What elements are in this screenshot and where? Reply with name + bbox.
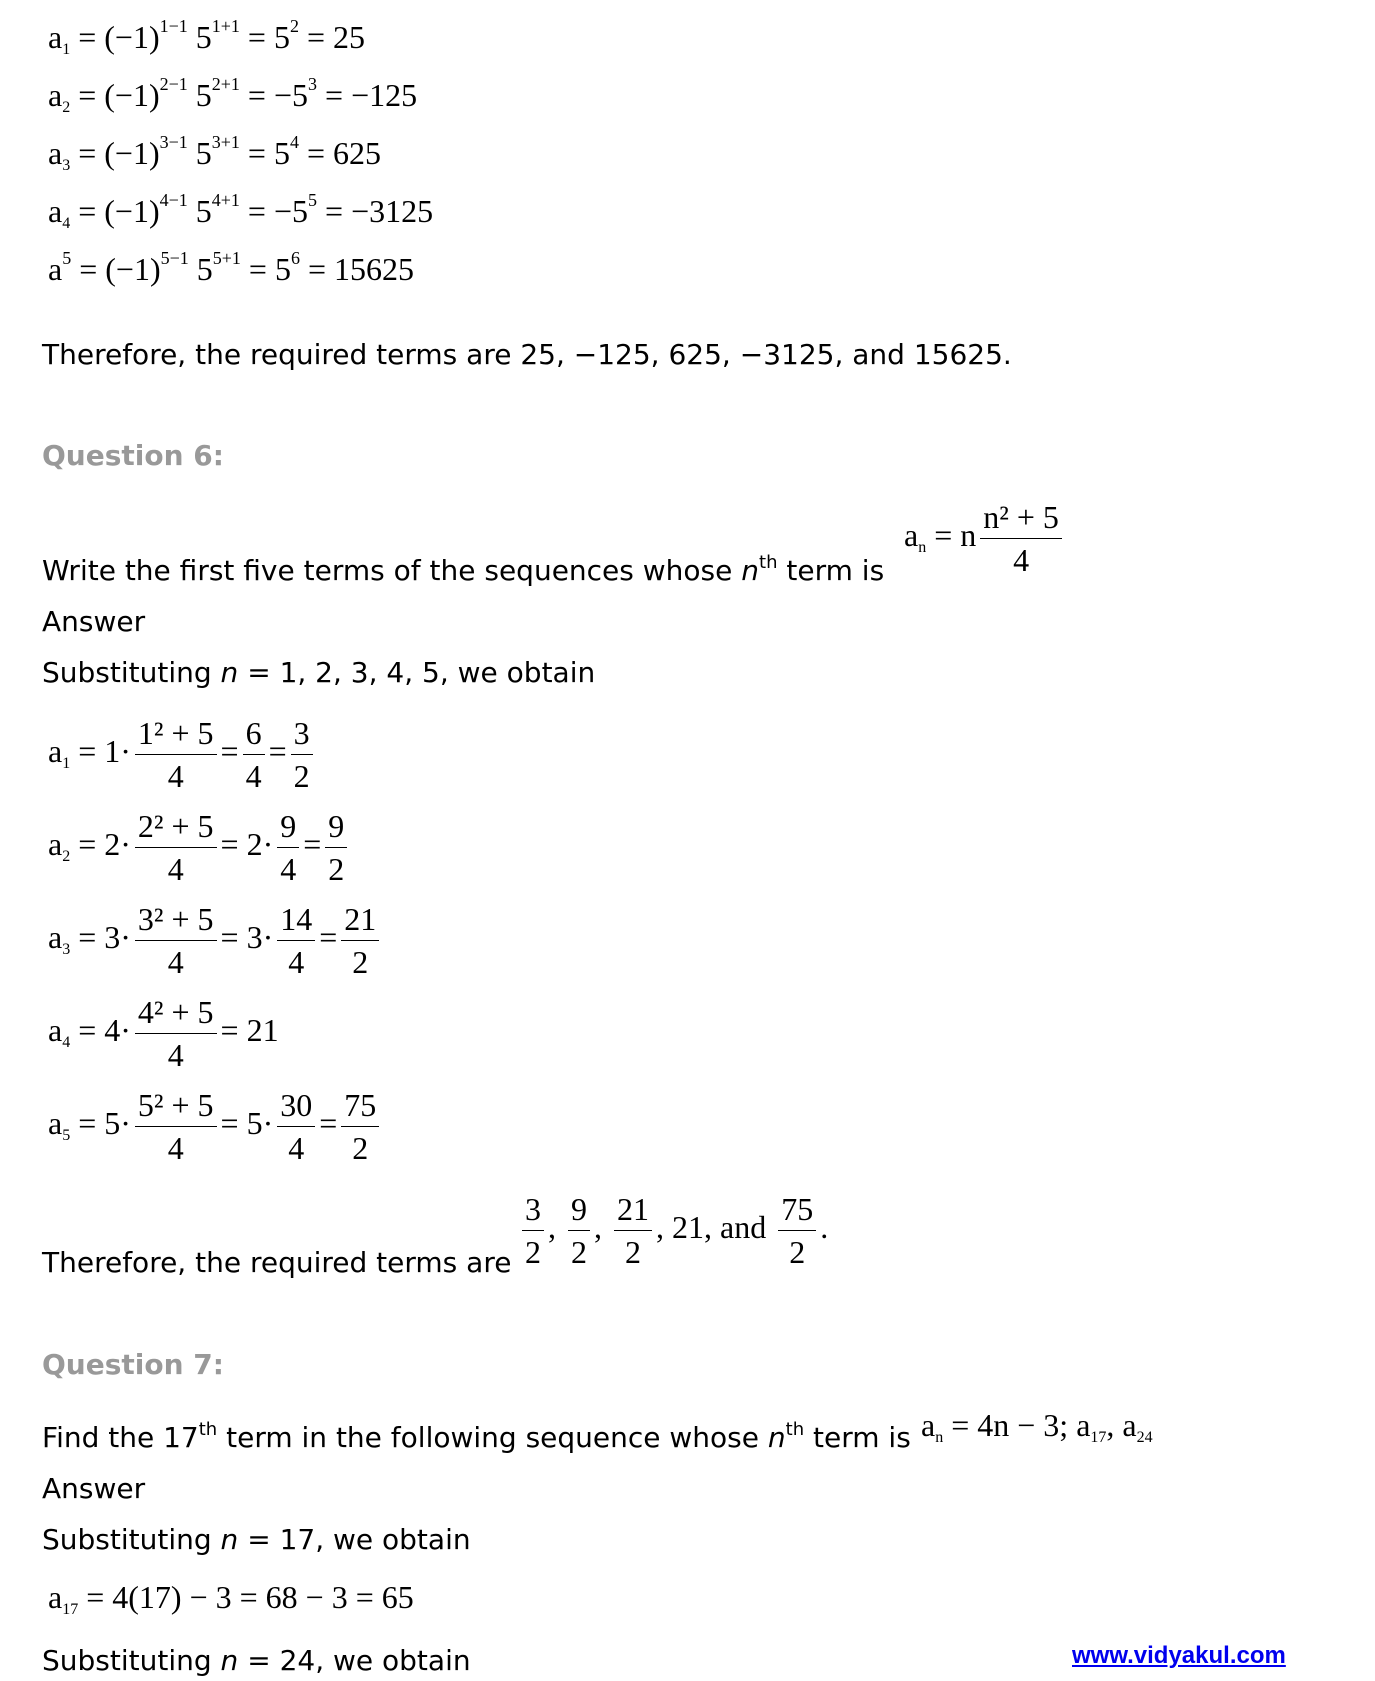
q7-answer-label: Answer	[42, 1472, 146, 1505]
q5-term-2: $a_2 = (-1)^{2-1}$ $5^{2+1} = -5^3 = -125$	[48, 74, 418, 116]
q6-step-3: $a_3 = 3\cdot$ $\frac{\text{3² + 5}}{4}$ = 3· $\frac{14}{4}$ = $\frac{21}{2}$	[48, 898, 383, 983]
q5-term-1: $a_1 = (-1)^{1-1}$ $5^{1+1} = 5^2 = 25$	[48, 16, 366, 58]
q5-term-4: $a_4 = (-1)^{4-1}$ $5^{4+1} = -5^5 = -3125$	[48, 190, 434, 232]
q5-term-5: $a^5 = (-1)^{5-1}$ $5^{5+1} = 5^6 = 15625$	[48, 248, 415, 287]
q6-substitution: Substituting n = 1, 2, 3, 4, 5, we obtain	[42, 656, 596, 689]
q6-step-4: $a_4 = 4\cdot$ $\frac{\text{4² + 5}}{4}$ = 21	[48, 991, 279, 1076]
q5-conclusion: Therefore, the required terms are 25, −125, 625, −3125, and 15625.	[42, 338, 1012, 371]
q6-answer-label: Answer	[42, 605, 146, 638]
website-link[interactable]: www.vidyakul.com	[1072, 1642, 1286, 1669]
q6-step-5: $a_5 = 5\cdot$ $\frac{\text{5² + 5}}{4}$ = 5· $\frac{30}{4}$ = $\frac{75}{2}$	[48, 1084, 383, 1169]
q7-calculation-17: $a_{17} = 4(17) - 3 = 68 - 3 = 65$	[48, 1579, 414, 1618]
q6-terms-list: $\frac{3}{2}$ , $\frac{9}{2}$ , $\frac{21}{2}$ , 21, and $\frac{75}{2}$ .	[518, 1188, 828, 1273]
q7-prompt: Find the 17th term in the following sequence whose $n^{th}$ term is	[42, 1419, 911, 1454]
q6-conclusion: Therefore, the required terms are	[42, 1246, 512, 1279]
q6-step-1: $a_1 = 1\cdot$ $\frac{\text{1² + 5}}{4}$ = $\frac{6}{4}$ = $\frac{3}{2}$	[48, 712, 317, 797]
q7-substitution-17: Substituting n = 17, we obtain	[42, 1523, 471, 1556]
q6-nth-term-formula: $a_n = n$ $\frac{\text{n² + 5}}{4}$	[904, 496, 1066, 581]
q6-heading: Question 6:	[42, 439, 224, 472]
q7-nth-term-formula: $a_n = 4n - 3$; $a_{17}$, $a_{24}$	[921, 1407, 1153, 1446]
q6-formula-fraction: $\frac{\text{n² + 5}}{4}$	[980, 496, 1062, 581]
q5-term-3: $a_3 = (-1)^{3-1}$ $5^{3+1} = 5^4 = 625$	[48, 132, 382, 174]
q7-heading: Question 7:	[42, 1348, 224, 1381]
q6-prompt: Write the first five terms of the sequences whose $n^{th}$ term is	[42, 552, 885, 587]
q7-substitution-24: Substituting n = 24, we obtain	[42, 1644, 471, 1677]
q6-step-2: $a_2 = 2\cdot$ $\frac{\text{2² + 5}}{4}$ = 2· $\frac{9}{4}$ = $\frac{9}{2}$	[48, 805, 351, 890]
